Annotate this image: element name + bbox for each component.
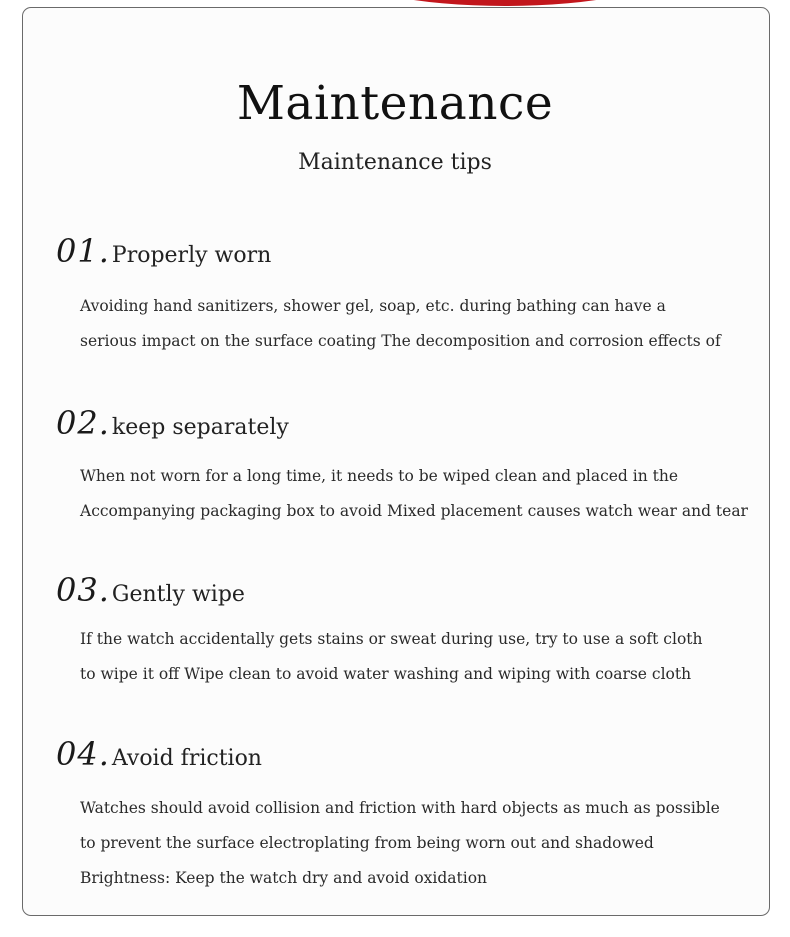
section-body (80, 791, 776, 896)
section-title: keep separately (111, 415, 289, 440)
section-properly-worn (56, 231, 776, 359)
section-gently-wipe (56, 570, 776, 692)
section-title: Gently wipe (111, 582, 245, 607)
section-avoid-friction (56, 734, 776, 896)
section-heading (56, 734, 776, 774)
body-line: If the watch accidentally gets stains or sweat during use, try to use a soft cloth (80, 630, 703, 648)
section-number: 01. (56, 232, 110, 270)
body-line: serious impact on the surface coating The decomposition and corrosion effects of (80, 332, 721, 350)
body-line: Accompanying packaging box to avoid Mixed placement causes watch wear and tear (80, 502, 748, 520)
top-red-accent (340, 0, 670, 6)
section-heading (56, 231, 776, 271)
page-title: Maintenance (236, 76, 554, 131)
body-line: When not worn for a long time, it needs to be wiped clean and placed in the (80, 467, 679, 485)
section-body (80, 459, 776, 529)
section-heading (56, 403, 776, 443)
section-keep-separately (56, 403, 776, 529)
body-line: to prevent the surface electroplating from being worn out and shadowed (80, 834, 654, 852)
section-body (80, 622, 776, 692)
section-body (80, 289, 776, 359)
body-line: to wipe it off Wipe clean to avoid water washing and wiping with coarse cloth (80, 665, 692, 683)
section-number: 03. (56, 571, 110, 609)
section-title: Properly worn (111, 243, 272, 268)
section-number: 02. (56, 404, 110, 442)
section-number: 04. (56, 735, 110, 773)
body-line: Avoiding hand sanitizers, shower gel, soap, etc. during bathing can have a (80, 297, 666, 315)
section-title: Avoid friction (111, 746, 262, 771)
page-subtitle: Maintenance tips (298, 150, 492, 175)
body-line: Watches should avoid collision and friction with hard objects as much as possible (80, 799, 720, 817)
section-heading (56, 570, 776, 610)
body-line: Brightness: Keep the watch dry and avoid oxidation (80, 869, 488, 887)
